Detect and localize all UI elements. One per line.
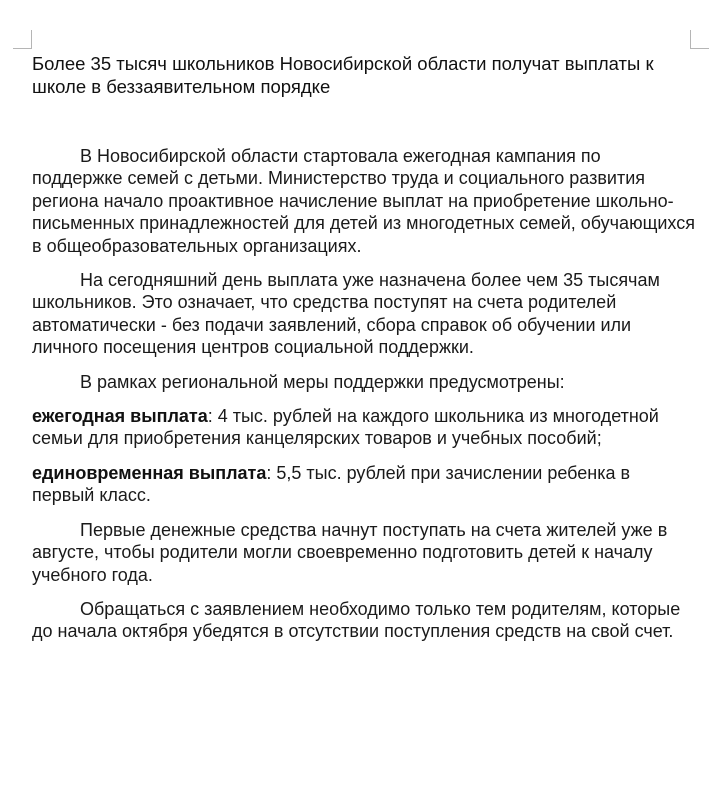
crop-mark-top-right <box>690 30 709 49</box>
crop-mark-top-left <box>13 30 32 49</box>
list-item-term: единовременная выплата <box>32 462 267 483</box>
paragraph-timing: Первые денежные средства начнут поступать на счета жителей уже в августе, чтобы родители могли своевременно подготовить детей к началу учебного года. <box>32 519 668 585</box>
paragraph-measures-intro: В рамках региональной меры поддержки предусмотрены: <box>80 371 565 392</box>
document-title: Более 35 тысяч школьников Новосибирской области получат выплаты к школе в беззаявительном порядке <box>32 53 654 97</box>
list-item-text: : 5,5 тыс. рублей при зачислении ребенка в первый класс. <box>32 462 631 506</box>
paragraph-application: Обращаться с заявлением необходимо только тем родителям, которые до начала октября убедятся в отсутствии поступления средств на свой счет. <box>32 598 681 642</box>
paragraph-intro: В Новосибирской области стартовала ежегодная кампания по поддержке семей с детьми. Министерство труда и социального развития региона начало проактивное начисление выплат на приобретение школьно-письменных принадлежностей для детей из многодетных семей, обучающихся в общеобразовательных организациях. <box>32 146 695 256</box>
list-item-annual-payment <box>32 405 696 450</box>
paragraph-status: На сегодняшний день выплата уже назначена более чем 35 тысячам школьников. Это означает, что средства поступят на счета родителей автоматически - без подачи заявлений, сбора справок об обучении или личного посещения центров социальной поддержки. <box>32 270 660 358</box>
list-item-one-time-payment <box>32 462 696 507</box>
list-item-term: ежегодная выплата <box>32 406 208 427</box>
document-body <box>32 145 696 655</box>
list-item-text: : 4 тыс. рублей на каждого школьника из многодетной семьи для приобретения канцелярских товаров и учебных пособий; <box>32 406 659 449</box>
